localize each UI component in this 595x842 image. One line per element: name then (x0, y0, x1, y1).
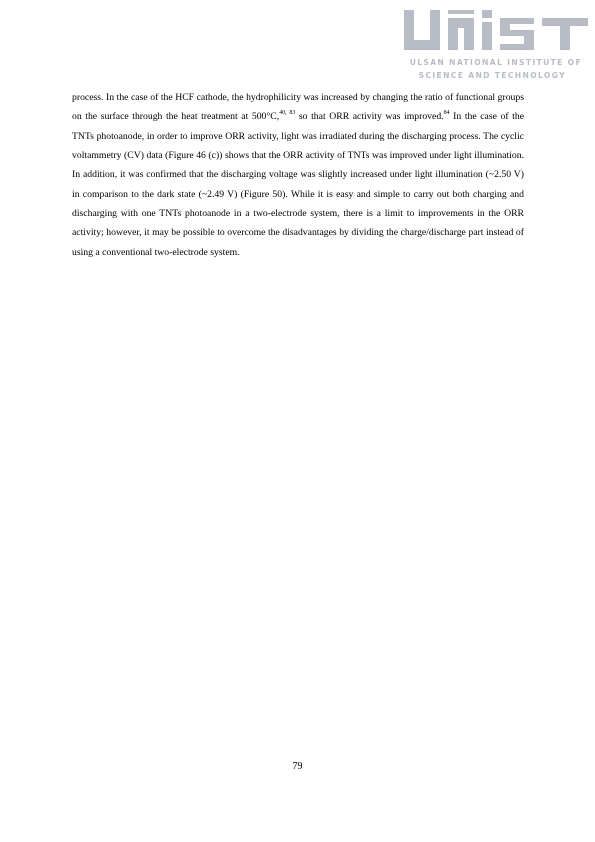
watermark-text-line1: ULSAN NATIONAL INSTITUTE OF (409, 58, 582, 67)
unist-watermark (404, 10, 588, 84)
page-number: 79 (292, 761, 303, 772)
body-text-segment: process. In the case of the HCF cathode, the hydrophilicity was increased by changing the ratio of functional groups on the surface through the heat treatment at 500°C, (72, 92, 524, 123)
body-text-segment: so that ORR activity was improved. (295, 111, 444, 123)
body-text-segment: In the case of the TNTs photoanode, in order to improve ORR activity, light was irradiated during the discharging process. The cyclic voltammetry (CV) data (Figure 46 (c)) shows that the ORR activity of TNTs was improved under light illumination. In addition, it was confirmed that the discharging voltage was slightly increased under light illumination (~2.50 V) in comparison to the dark state (~2.49 V) (Figure 50). While it is easy and simple to carry out both charging and discharging with one TNTs photoanode in a two-electrode system, there is a limit to improvements in the ORR activity; however, it may be possible to overcome the disadvantages by dividing the charge/discharge part instead of using a conventional two-electrode system. (72, 111, 525, 258)
watermark-text-line2: SCIENCE AND TECHNOLOGY (418, 71, 566, 80)
body-text (72, 88, 524, 262)
unist-logo (404, 10, 588, 56)
citation-superscript: 84 (443, 110, 450, 117)
citation-superscript: 40, 83 (279, 110, 296, 117)
body-paragraph (72, 88, 524, 262)
